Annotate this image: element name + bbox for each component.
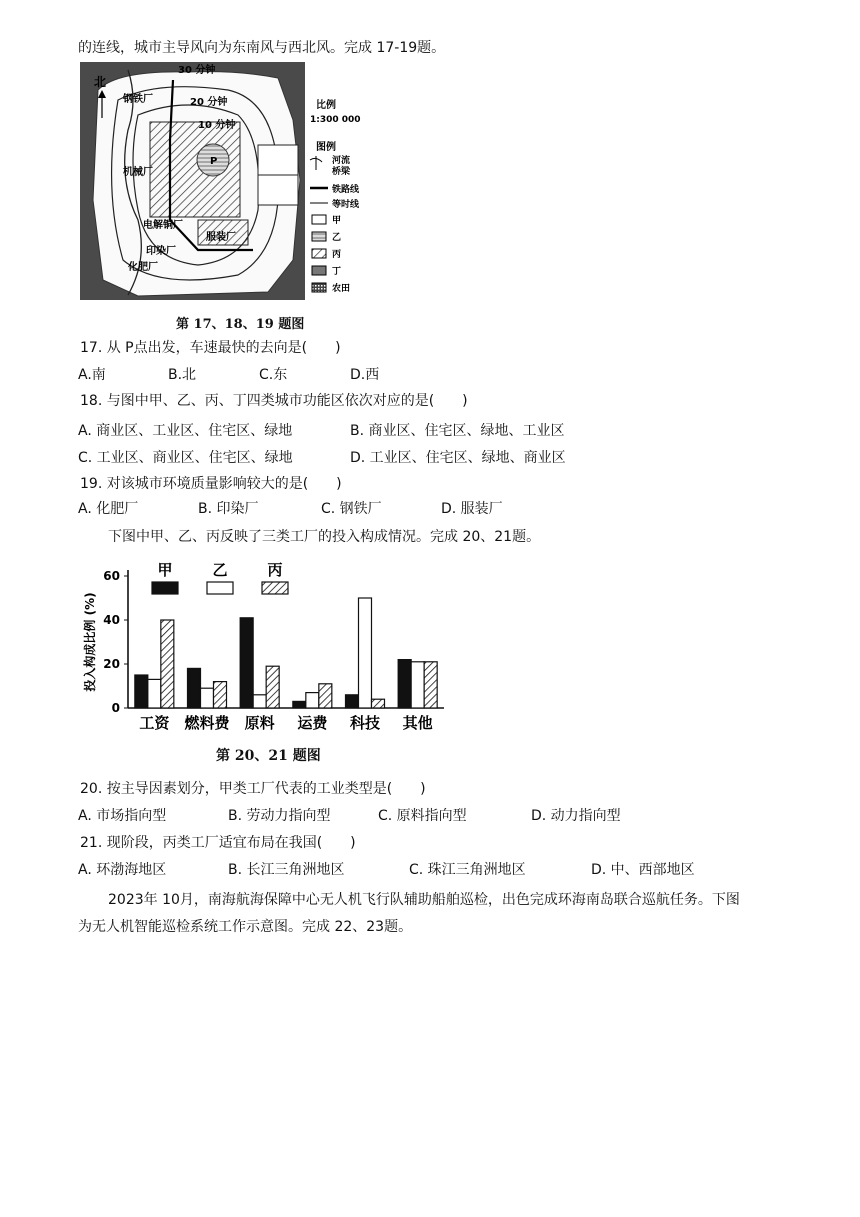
q21-option-d[interactable]: D. 中、西部地区 (591, 862, 695, 878)
q19-option-a[interactable]: A. 化肥厂 (78, 501, 139, 517)
q18-option-c[interactable]: C. 工业区、商业区、住宅区、绿地 (78, 450, 293, 466)
svg-text:等时线: 等时线 (332, 200, 360, 210)
q17-option-c[interactable]: C.东 (259, 367, 288, 383)
bar-甲-工资 (135, 675, 148, 708)
factory-fertilizer: 化肥厂 (128, 262, 158, 273)
bar-丙-工资 (161, 620, 174, 708)
q20-stem: 20. 按主导因素划分，甲类工厂代表的工业类型是( ) (80, 781, 426, 797)
y-tick-label: 0 (111, 701, 120, 715)
q20-option-d[interactable]: D. 动力指向型 (531, 808, 621, 824)
bar-甲-原料 (240, 618, 253, 708)
q19-option-c[interactable]: C. 钢铁厂 (321, 501, 382, 517)
isochrone-label-10: 10 分钟 (198, 120, 236, 131)
bar-甲-运费 (293, 701, 306, 708)
q17-option-a[interactable]: A.南 (78, 367, 106, 383)
scale-value: 1:300 000 (310, 115, 361, 125)
factory-dyeing: 印染厂 (146, 246, 176, 257)
intro-bottom-text-2: 为无人机智能巡检系统工作示意图。完成 22、23题。 (78, 919, 413, 935)
intro-text: 的连线，城市主导风向为东南风与西北风。完成 17-19题。 (78, 40, 446, 56)
q19-option-d[interactable]: D. 服装厂 (441, 501, 503, 517)
map-caption: 第 17、18、19 题图 (176, 317, 305, 332)
bar-乙-原料 (253, 695, 266, 708)
factory-clothing: 服装厂 (206, 232, 236, 243)
factory-copper: 电解铜厂 (143, 220, 183, 231)
y-tick-label: 40 (103, 613, 120, 627)
y-tick-label: 60 (103, 569, 120, 583)
bar-丙-科技 (372, 699, 385, 708)
svg-text:铁路线: 铁路线 (332, 185, 360, 195)
q19-option-b[interactable]: B. 印染厂 (198, 501, 259, 517)
intro-mid-text: 下图中甲、乙、丙反映了三类工厂的投入构成情况。完成 20、21题。 (108, 529, 541, 545)
bar-乙-运费 (306, 693, 319, 708)
y-axis-label: 投入构成比例 (%) (83, 592, 97, 692)
q18-stem: 18. 与图中甲、乙、丙、丁四类城市功能区依次对应的是( ) (80, 393, 468, 409)
q19-stem: 19. 对该城市环境质量影响较大的是( ) (80, 476, 342, 492)
svg-text:桥梁: 桥梁 (332, 167, 351, 177)
isochrone-label-20: 20 分钟 (190, 97, 228, 108)
legend-label: 丙 (267, 561, 283, 579)
bar-甲-燃料费 (188, 668, 201, 708)
q20-option-a[interactable]: A. 市场指向型 (78, 808, 167, 824)
q21-stem: 21. 现阶段，丙类工厂适宜布局在我国( ) (80, 835, 356, 851)
svg-text:乙: 乙 (332, 233, 342, 243)
q21-option-b[interactable]: B. 长江三角洲地区 (228, 862, 345, 878)
zone-bing (150, 122, 240, 217)
q21-option-a[interactable]: A. 环渤海地区 (78, 862, 167, 878)
chart-caption: 第 20、21 题图 (216, 748, 321, 764)
q20-option-b[interactable]: B. 劳动力指向型 (228, 808, 331, 824)
x-tick-label: 科技 (349, 714, 381, 732)
q18-option-b[interactable]: B. 商业区、住宅区、绿地、工业区 (350, 423, 565, 439)
bar-乙-科技 (359, 598, 372, 708)
svg-text:丙: 丙 (332, 250, 342, 260)
y-tick-label: 20 (103, 657, 120, 671)
x-tick-label: 其他 (402, 714, 433, 732)
bar-丙-其他 (424, 662, 437, 708)
q17-option-d[interactable]: D.西 (350, 367, 380, 383)
x-tick-label: 原料 (244, 714, 275, 732)
bar-丙-燃料费 (214, 682, 227, 708)
svg-text:农田: 农田 (332, 284, 351, 294)
x-tick-label: 燃料费 (184, 714, 230, 732)
north-label: 北 (94, 75, 107, 89)
bar-乙-其他 (411, 662, 424, 708)
scale-title: 比例 (316, 100, 336, 111)
city-map-figure (78, 60, 398, 310)
legend-label: 乙 (212, 561, 228, 579)
bar-丙-运费 (319, 684, 332, 708)
bar-甲-其他 (398, 660, 411, 708)
legend-swatch (207, 582, 233, 594)
intro-bottom-text-1: 2023年 10月，南海航海保障中心无人机飞行队辅助船舶巡检，出色完成环海南岛联合巡航任务。下图 (108, 892, 740, 908)
bar-甲-科技 (346, 695, 359, 708)
x-tick-label: 工资 (139, 714, 170, 732)
q18-option-d[interactable]: D. 工业区、住宅区、绿地、商业区 (350, 450, 566, 466)
map-legend (310, 154, 360, 294)
legend-label: 甲 (157, 561, 173, 579)
legend-swatch (262, 582, 288, 594)
bar-乙-工资 (148, 679, 161, 708)
svg-text:丁: 丁 (332, 267, 342, 277)
factory-steel: 钢铁厂 (123, 94, 153, 105)
point-p-label: P (210, 156, 218, 167)
bar-丙-原料 (266, 666, 279, 708)
input-structure-chart (80, 555, 460, 770)
q17-option-b[interactable]: B.北 (168, 367, 197, 383)
q20-option-c[interactable]: C. 原料指向型 (378, 808, 467, 824)
x-tick-label: 运费 (297, 714, 328, 732)
svg-text:河流: 河流 (332, 156, 351, 166)
q18-option-a[interactable]: A. 商业区、工业区、住宅区、绿地 (78, 423, 293, 439)
q21-option-c[interactable]: C. 珠江三角洲地区 (409, 862, 526, 878)
bar-乙-燃料费 (201, 688, 214, 708)
isochrone-label-30: 30 分钟 (178, 65, 216, 76)
q17-stem: 17. 从 P点出发，车速最快的去向是( ) (80, 340, 341, 356)
legend-swatch (152, 582, 178, 594)
factory-machinery: 机械厂 (123, 167, 153, 178)
svg-text:甲: 甲 (332, 216, 342, 226)
legend-title: 图例 (316, 142, 336, 153)
